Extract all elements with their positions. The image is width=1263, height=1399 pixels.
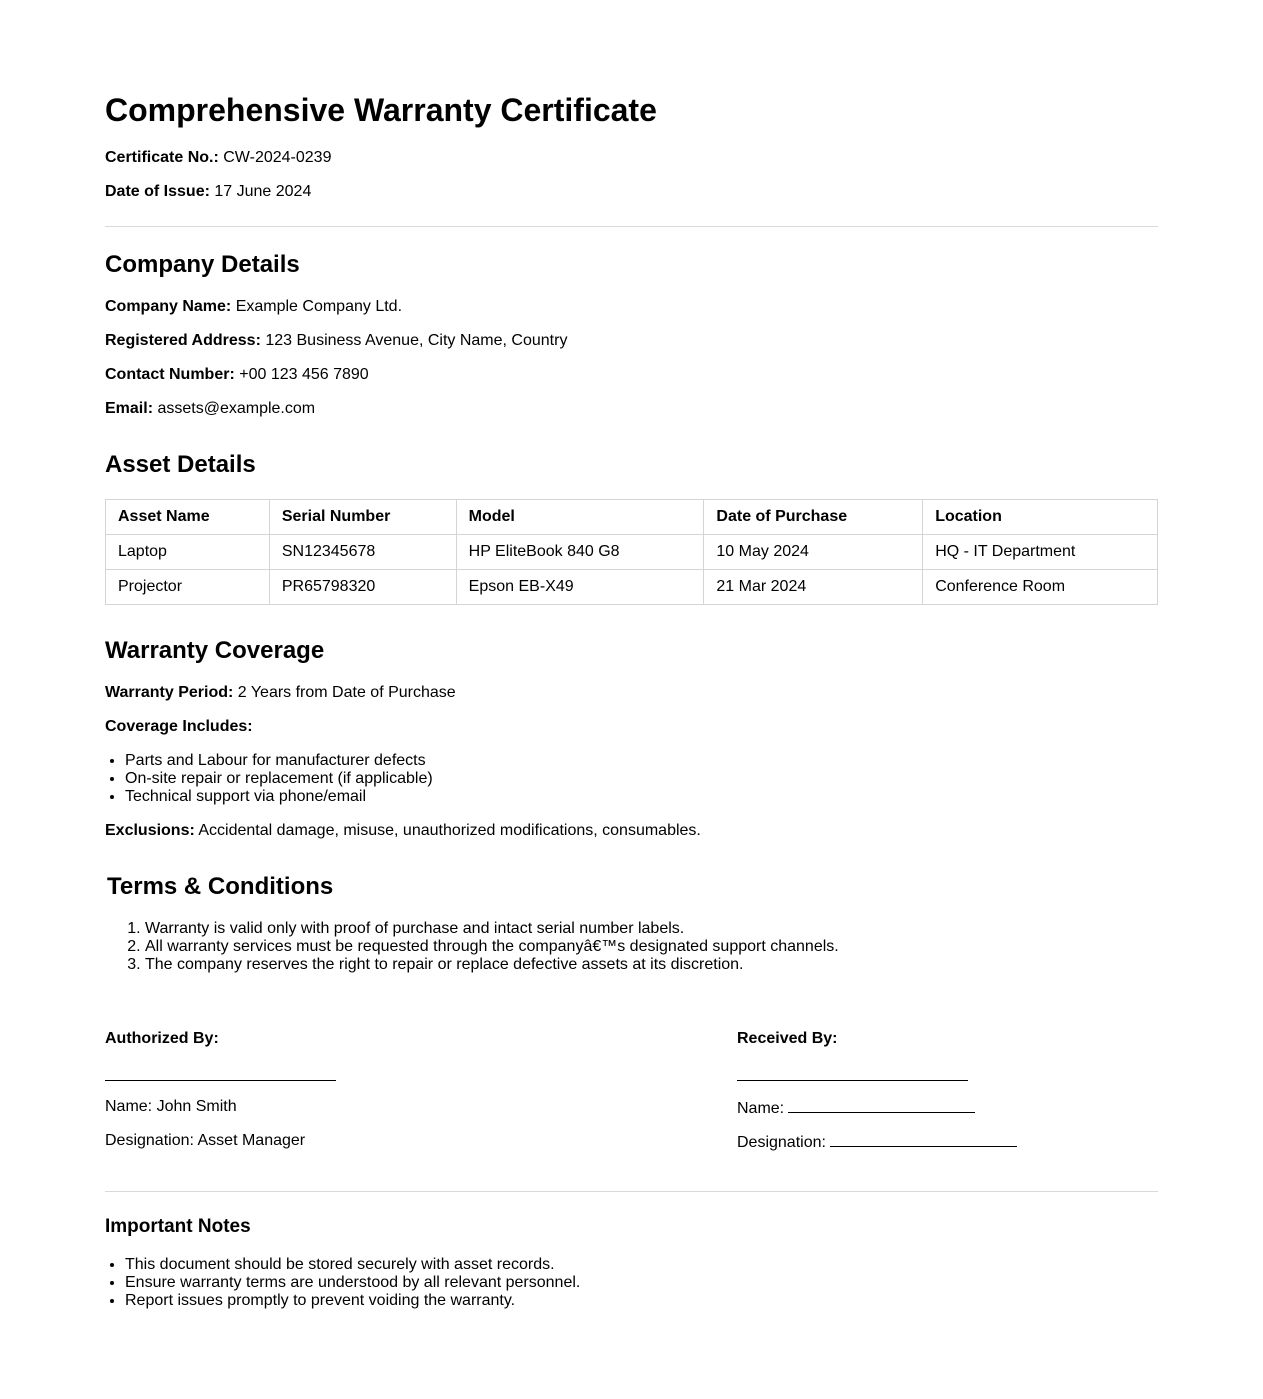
table-cell: 10 May 2024 xyxy=(704,535,923,570)
issue-date-value: 17 June 2024 xyxy=(214,183,312,200)
warranty-period-value: 2 Years from Date of Purchase xyxy=(237,684,456,701)
authorized-designation: Designation: Asset Manager xyxy=(105,1132,306,1149)
received-name-field[interactable] xyxy=(737,1098,975,1118)
certificate-number-value: CW-2024-0239 xyxy=(223,149,332,166)
exclusions-value: Accidental damage, misuse, unauthorized modifications, consumables. xyxy=(198,822,701,839)
authorized-name: Name: John Smith xyxy=(105,1098,237,1115)
table-cell: Conference Room xyxy=(923,570,1158,605)
column-header-location: Location xyxy=(923,500,1158,535)
exclusions xyxy=(105,822,701,840)
exclusions-label: Exclusions: xyxy=(105,822,195,839)
table-row xyxy=(106,570,1158,605)
authorized-signature-line xyxy=(105,1080,336,1081)
email-value: assets@example.com xyxy=(157,400,316,417)
list-item: 2. All warranty services must be requested through the companyâ€™s designated support channels. xyxy=(145,938,839,956)
list-item: • Report issues promptly to prevent voiding the warranty. xyxy=(125,1292,580,1310)
registered-address-label: Registered Address: xyxy=(105,332,261,349)
contact-number-label: Contact Number: xyxy=(105,366,235,383)
company-details-heading: Company Details xyxy=(105,251,300,278)
registered-address xyxy=(105,332,567,350)
email xyxy=(105,400,315,418)
notes-clip-region xyxy=(105,1255,1158,1309)
company-name-label: Company Name: xyxy=(105,298,232,315)
warranty-coverage-heading: Warranty Coverage xyxy=(105,637,325,664)
coverage-list xyxy=(105,752,433,806)
asset-table xyxy=(105,499,1158,605)
contact-number-value: +00 123 456 7890 xyxy=(239,366,369,383)
company-name xyxy=(105,298,402,316)
received-signature-line[interactable] xyxy=(737,1080,968,1081)
coverage-includes xyxy=(105,718,253,736)
important-notes-heading: Important Notes xyxy=(105,1216,251,1237)
list-item: • Ensure warranty terms are understood by all relevant personnel. xyxy=(125,1274,580,1292)
asset-details-heading: Asset Details xyxy=(105,451,256,478)
warranty-period xyxy=(105,684,456,702)
email-label: Email: xyxy=(105,400,154,417)
warranty-period-label: Warranty Period: xyxy=(105,684,234,701)
table-cell: Epson EB-X49 xyxy=(456,570,704,605)
received-designation-label: Designation: xyxy=(737,1134,826,1151)
list-item: • This document should be stored securely with asset records. xyxy=(125,1256,580,1274)
table-cell: HP EliteBook 840 G8 xyxy=(456,535,704,570)
received-designation-field[interactable] xyxy=(737,1132,1017,1152)
list-item: • Parts and Labour for manufacturer defects xyxy=(125,752,433,770)
issue-date xyxy=(105,183,311,201)
received-designation-blank[interactable] xyxy=(830,1132,1017,1147)
list-item: • Technical support via phone/email xyxy=(125,788,433,806)
terms-conditions-heading: Terms & Conditions xyxy=(107,873,334,900)
document-title: Comprehensive Warranty Certificate xyxy=(105,92,657,128)
company-name-value: Example Company Ltd. xyxy=(235,298,403,315)
column-header-date-of-purchase: Date of Purchase xyxy=(704,500,923,535)
certificate-number xyxy=(105,149,331,167)
contact-number xyxy=(105,366,369,384)
issue-date-label: Date of Issue: xyxy=(105,183,210,200)
table-cell: Laptop xyxy=(106,535,270,570)
asset-table-header-row xyxy=(106,500,1158,535)
list-item: 1. Warranty is valid only with proof of purchase and intact serial number labels. xyxy=(145,920,839,938)
list-item: 3. The company reserves the right to repair or replace defective assets at its discretion. xyxy=(145,956,839,974)
authorized-by-label: Authorized By: xyxy=(105,1030,219,1047)
column-header-model: Model xyxy=(456,500,704,535)
received-name-label: Name: xyxy=(737,1100,785,1117)
certificate-number-label: Certificate No.: xyxy=(105,149,219,166)
table-cell: SN12345678 xyxy=(269,535,456,570)
notes-list xyxy=(105,1256,580,1310)
divider xyxy=(105,226,1158,227)
divider xyxy=(105,1191,1158,1192)
table-cell: 21 Mar 2024 xyxy=(704,570,923,605)
received-name-blank[interactable] xyxy=(788,1098,975,1113)
received-by-label: Received By: xyxy=(737,1030,838,1047)
table-cell: HQ - IT Department xyxy=(923,535,1158,570)
list-item: • On-site repair or replacement (if applicable) xyxy=(125,770,433,788)
registered-address-value: 123 Business Avenue, City Name, Country xyxy=(265,332,568,349)
column-header-serial-number: Serial Number xyxy=(269,500,456,535)
column-header-asset-name: Asset Name xyxy=(106,500,270,535)
coverage-includes-label: Coverage Includes: xyxy=(105,718,253,735)
table-row xyxy=(106,535,1158,570)
table-cell: PR65798320 xyxy=(269,570,456,605)
terms-list xyxy=(105,920,839,974)
table-cell: Projector xyxy=(106,570,270,605)
